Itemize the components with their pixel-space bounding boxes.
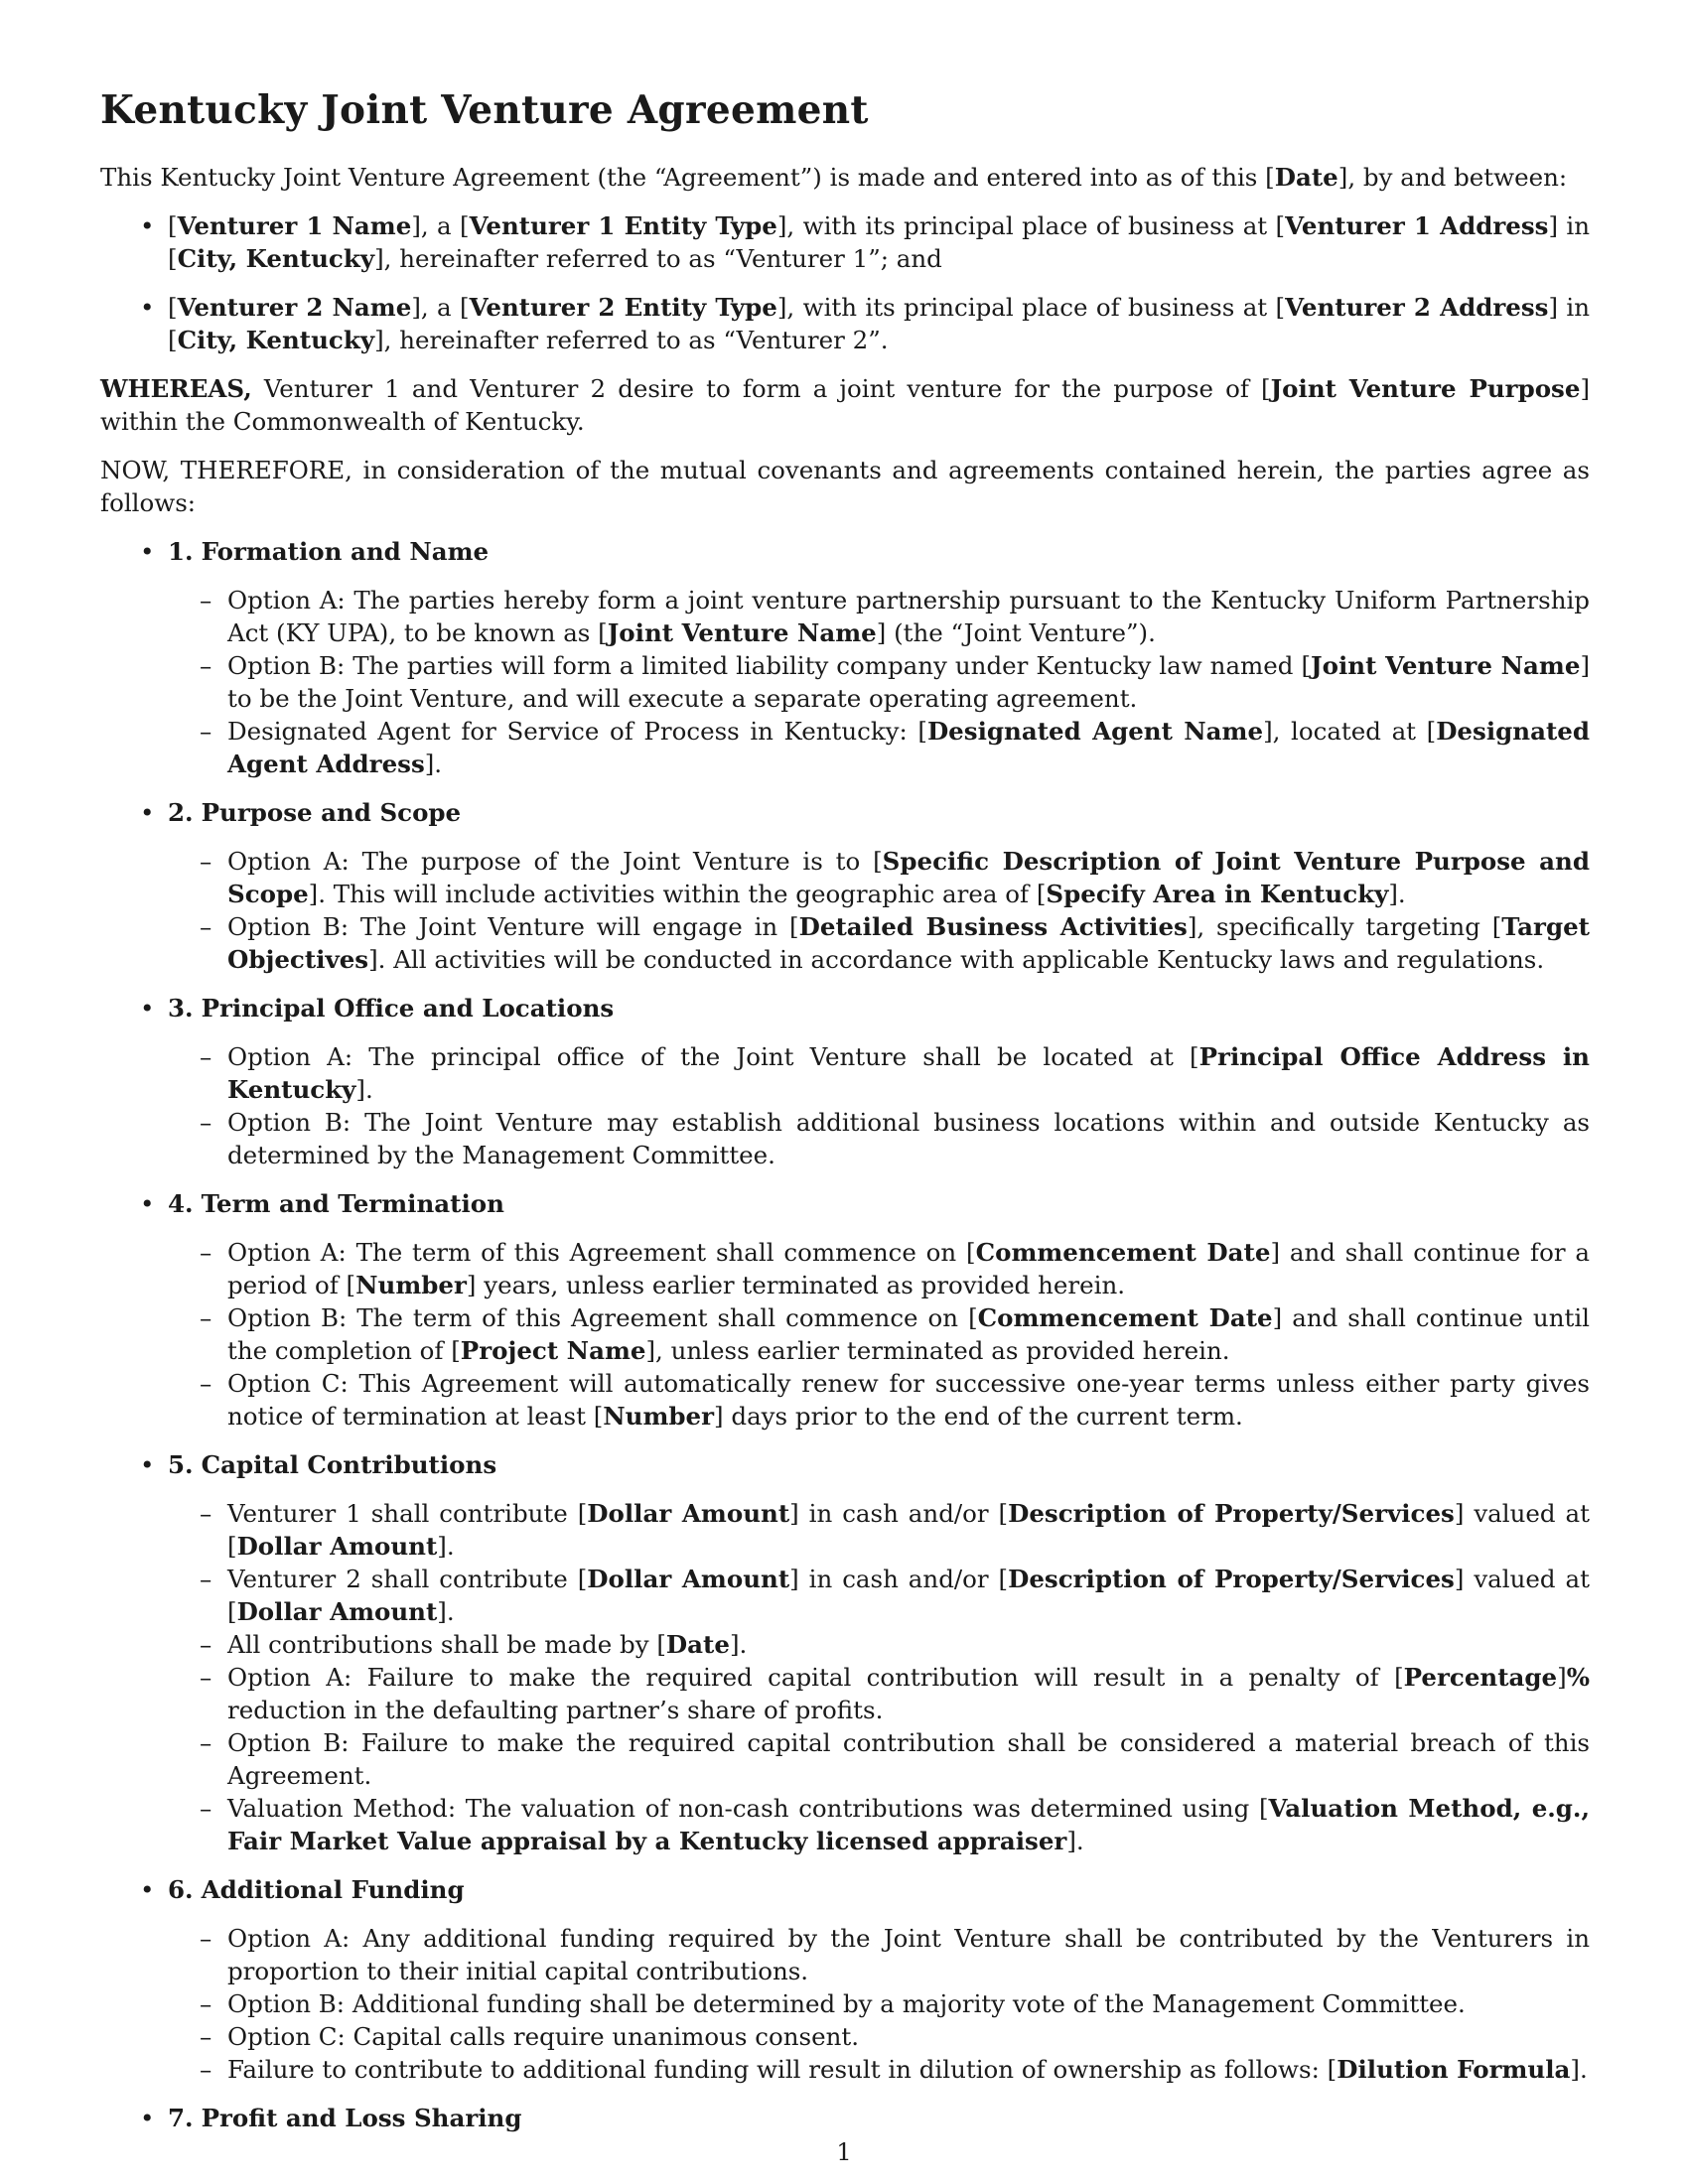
section-item — [100, 992, 1590, 1171]
option-item: – Option B: The term of this Agreement shall commence on [Commencement Date] and shall continue until the completion of [Project Name], unless earlier terminated as provided herein. — [168, 1301, 1590, 1367]
section-item — [100, 2102, 1590, 2134]
whereas-paragraph: WHEREAS, Venturer 1 and Venturer 2 desire to form a joint venture for the purpose of [Joint Venture Purpose] within the Commonwealth of Kentucky. — [100, 374, 1591, 436]
venturer-1-item: • [Venturer 1 Name], a [Venturer 1 Entity Type], with its principal place of business at [Venturer 1 Address] in [City, Kentucky], hereinafter referred to as “Venturer 1”; and — [100, 209, 1590, 275]
section-heading: • 7. Profit and Loss Sharing — [168, 2104, 522, 2132]
venturer-2-item: • [Venturer 2 Name], a [Venturer 2 Entity Type], with its principal place of business at [Venturer 2 Address] in [City, Kentucky], hereinafter referred to as “Venturer 2”. — [100, 291, 1590, 356]
option-item: – Option B: Failure to make the required capital contribution shall be considered a material breach of this Agreement. — [168, 1726, 1590, 1792]
section-heading: • 6. Additional Funding — [168, 1875, 465, 1904]
option-list — [168, 1922, 1590, 2086]
option-item: – Option A: The term of this Agreement shall commence on [Commencement Date] and shall continue for a period of [Number] years, unless earlier terminated as provided herein. — [168, 1236, 1590, 1301]
section-heading: • 5. Capital Contributions — [168, 1450, 497, 1479]
option-item: – Option B: The parties will form a limited liability company under Kentucky law named [Joint Venture Name] to be the Joint Venture, and will execute a separate operating agreement. — [168, 649, 1590, 715]
now-therefore-paragraph: NOW, THEREFORE, in consideration of the mutual covenants and agreements contained herein, the parties agree as follows: — [100, 456, 1590, 517]
option-list — [168, 1497, 1590, 1857]
option-list — [168, 1040, 1590, 1171]
option-item: – Valuation Method: The valuation of non-cash contributions was determined using [Valuation Method, e.g., Fair Market Value appraisal by a Kentucky licensed appraiser]. — [168, 1792, 1590, 1857]
section-heading: • 3. Principal Office and Locations — [168, 994, 615, 1023]
option-list — [168, 845, 1590, 976]
option-item: – Option C: Capital calls require unanimous consent. — [168, 2020, 1590, 2053]
section-item — [100, 535, 1590, 780]
option-item: – Option A: The parties hereby form a joint venture partnership pursuant to the Kentucky Uniform Partnership Act (KY UPA), to be known as [Joint Venture Name] (the “Joint Venture”). — [168, 584, 1590, 649]
option-list — [168, 584, 1590, 780]
option-item: – Designated Agent for Service of Process in Kentucky: [Designated Agent Name], located at [Designated Agent Address]. — [168, 715, 1590, 780]
option-item: – Option A: Failure to make the required capital contribution will result in a penalty of [Percentage]% reduction in the defaulting partner’s share of profits. — [168, 1661, 1590, 1726]
section-item — [100, 796, 1590, 976]
option-item: – Failure to contribute to additional funding will result in dilution of ownership as follows: [Dilution Formula]. — [168, 2053, 1590, 2086]
option-item: – Option C: This Agreement will automatically renew for successive one-year terms unless either party gives notice of termination at least [Number] days prior to the end of the current term. — [168, 1367, 1590, 1433]
section-item — [100, 1448, 1590, 1857]
section-heading: • 4. Term and Termination — [168, 1189, 504, 1218]
intro-paragraph: This Kentucky Joint Venture Agreement (the “Agreement”) is made and entered into as of this [Date], by and between: — [100, 163, 1568, 192]
document-page — [100, 87, 1590, 2150]
option-item: – Option A: Any additional funding required by the Joint Venture shall be contributed by the Venturers in proportion to their initial capital contributions. — [168, 1922, 1590, 1987]
option-item: – Venturer 2 shall contribute [Dollar Amount] in cash and/or [Description of Property/Services] valued at [Dollar Amount]. — [168, 1563, 1590, 1628]
section-item — [100, 1187, 1590, 1433]
document-title: Kentucky Joint Venture Agreement — [100, 87, 869, 133]
option-item: – Option B: The Joint Venture will engage in [Detailed Business Activities], specifically targeting [Target Objectives]. All activities will be conducted in accordance with applicable Kentucky laws and regulations. — [168, 910, 1590, 976]
option-list — [168, 1236, 1590, 1433]
option-item: – Option A: The principal office of the Joint Venture shall be located at [Principal Office Address in Kentucky]. — [168, 1040, 1590, 1106]
venturer-list — [100, 209, 1590, 356]
option-item: – Option B: The Joint Venture may establish additional business locations within and outside Kentucky as determined by the Management Committee. — [168, 1106, 1590, 1171]
page-number: 1 — [836, 2138, 852, 2166]
section-list — [100, 535, 1590, 2134]
option-item: – All contributions shall be made by [Date]. — [168, 1628, 1590, 1661]
section-heading: • 1. Formation and Name — [168, 537, 490, 566]
section-item — [100, 1873, 1590, 2086]
option-item: – Venturer 1 shall contribute [Dollar Amount] in cash and/or [Description of Property/Services] valued at [Dollar Amount]. — [168, 1497, 1590, 1563]
option-item: – Option A: The purpose of the Joint Venture is to [Specific Description of Joint Venture Purpose and Scope]. This will include activities within the geographic area of [Specify Area in Kentucky]. — [168, 845, 1590, 910]
option-item: – Option B: Additional funding shall be determined by a majority vote of the Management Committee. — [168, 1987, 1590, 2020]
section-heading: • 2. Purpose and Scope — [168, 798, 462, 827]
